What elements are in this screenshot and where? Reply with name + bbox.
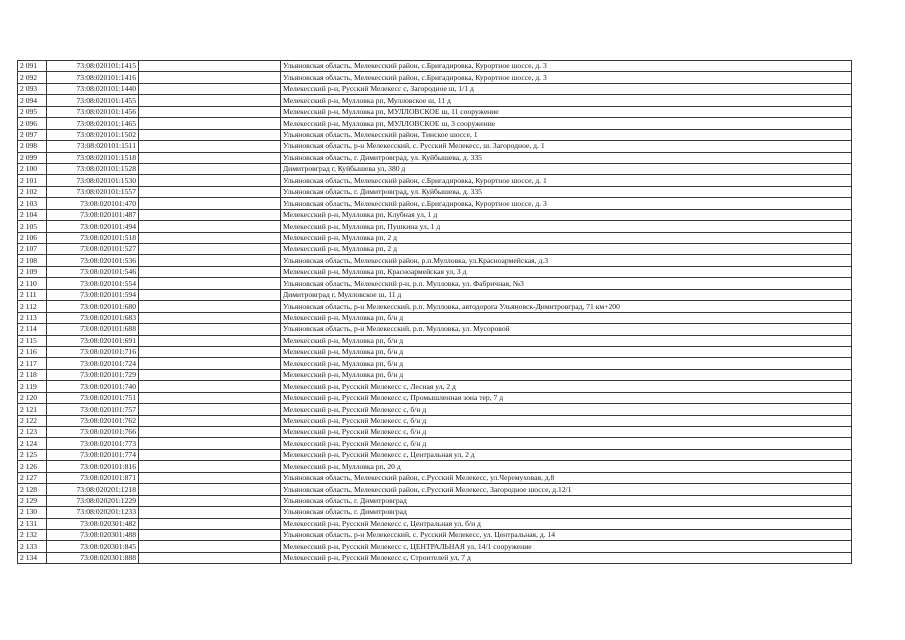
table-row [18, 381, 852, 392]
address: Мелекесский р-н, Русский Мелекесс с, б/н д [281, 404, 852, 415]
row-number: 2 134 [18, 552, 47, 563]
empty-cell [139, 324, 281, 335]
table-row [18, 346, 852, 357]
cadastral-number: 73:08:020101:816 [47, 461, 139, 472]
row-number: 2 114 [18, 324, 47, 335]
row-number: 2 106 [18, 232, 47, 243]
row-number: 2 112 [18, 301, 47, 312]
address: Ульяновская область, Мелекесский район, с.Русский Мелекесс, Загородное шоссе, д.12/1 [281, 484, 852, 495]
registry-table [17, 60, 852, 564]
row-number: 2 123 [18, 427, 47, 438]
empty-cell [139, 232, 281, 243]
row-number: 2 128 [18, 484, 47, 495]
table-row [18, 244, 852, 255]
cadastral-number: 73:08:020101:1528 [47, 163, 139, 174]
address: Мелекесский р-н, Мулловка рп, Клубная ул, 1 д [281, 209, 852, 220]
empty-cell [139, 209, 281, 220]
table-row [18, 369, 852, 380]
row-number: 2 108 [18, 255, 47, 266]
table-row [18, 461, 852, 472]
table-row [18, 301, 852, 312]
address: Димитровград г, Мулловское ш, 11 д [281, 289, 852, 300]
cadastral-number: 73:08:020101:527 [47, 244, 139, 255]
table-row [18, 335, 852, 346]
address: Мелекесский р-н, Русский Мелекесс с, б/н д [281, 427, 852, 438]
table-row [18, 129, 852, 140]
row-number: 2 115 [18, 335, 47, 346]
address: Мелекесский р-н, Мулловка рп, 20 д [281, 461, 852, 472]
row-number: 2 109 [18, 266, 47, 277]
table-row [18, 83, 852, 94]
cadastral-number: 73:08:020101:774 [47, 449, 139, 460]
row-number: 2 133 [18, 541, 47, 552]
table-row [18, 472, 852, 483]
table-row [18, 106, 852, 117]
table-row [18, 392, 852, 403]
row-number: 2 097 [18, 129, 47, 140]
cadastral-number: 73:08:020101:1530 [47, 175, 139, 186]
empty-cell [139, 381, 281, 392]
address: Ульяновская область, Мелекесский район, с.Бригадировка, Курортное шоссе, д. 3 [281, 72, 852, 83]
address: Ульяновская область, Мелекесский р-н, р.п. Мулловка, ул. Фабричная, №3 [281, 278, 852, 289]
empty-cell [139, 484, 281, 495]
empty-cell [139, 449, 281, 460]
row-number: 2 107 [18, 244, 47, 255]
row-number: 2 117 [18, 358, 47, 369]
row-number: 2 092 [18, 72, 47, 83]
empty-cell [139, 278, 281, 289]
table-row [18, 61, 852, 72]
address: Мелекесский р-н, Мулловка рп, МУЛЛОВСКОЕ ш, 11 сооружение [281, 106, 852, 117]
address: Мелекесский р-н, Русский Мелекесс с, Лесная ул, 2 д [281, 381, 852, 392]
table-row [18, 552, 852, 563]
empty-cell [139, 507, 281, 518]
row-number: 2 102 [18, 186, 47, 197]
table-row [18, 72, 852, 83]
empty-cell [139, 61, 281, 72]
row-number: 2 125 [18, 449, 47, 460]
table-row [18, 427, 852, 438]
address: Ульяновская область, Мелекесский район, с.Бригадировка, Курортное шоссе, д. 3 [281, 198, 852, 209]
row-number: 2 098 [18, 141, 47, 152]
empty-cell [139, 266, 281, 277]
address: Мелекесский р-н, Мулловка рп, 2 д [281, 244, 852, 255]
empty-cell [139, 495, 281, 506]
cadastral-number: 73:08:020101:680 [47, 301, 139, 312]
row-number: 2 094 [18, 95, 47, 106]
table-row [18, 152, 852, 163]
row-number: 2 132 [18, 529, 47, 540]
table-row [18, 438, 852, 449]
empty-cell [139, 312, 281, 323]
row-number: 2 119 [18, 381, 47, 392]
cadastral-number: 73:08:020101:546 [47, 266, 139, 277]
empty-cell [139, 175, 281, 186]
cadastral-number: 73:08:020101:757 [47, 404, 139, 415]
table-row [18, 141, 852, 152]
empty-cell [139, 186, 281, 197]
empty-cell [139, 438, 281, 449]
empty-cell [139, 358, 281, 369]
cadastral-number: 73:08:020101:554 [47, 278, 139, 289]
row-number: 2 118 [18, 369, 47, 380]
cadastral-number: 73:08:020301:482 [47, 518, 139, 529]
table-row [18, 324, 852, 335]
table-row [18, 507, 852, 518]
table-row [18, 186, 852, 197]
table-row [18, 95, 852, 106]
row-number: 2 116 [18, 346, 47, 357]
cadastral-number: 73:08:020101:1465 [47, 118, 139, 129]
cadastral-number: 73:08:020101:1440 [47, 83, 139, 94]
empty-cell [139, 152, 281, 163]
address: Ульяновская область, г. Димитровград, ул. Куйбышева, д. 335 [281, 152, 852, 163]
cadastral-number: 73:08:020101:724 [47, 358, 139, 369]
empty-cell [139, 346, 281, 357]
table-row [18, 209, 852, 220]
row-number: 2 099 [18, 152, 47, 163]
row-number: 2 120 [18, 392, 47, 403]
row-number: 2 101 [18, 175, 47, 186]
address: Мелекесский р-н, Русский Мелекесс с, б/н д [281, 415, 852, 426]
address: Ульяновская область, г. Димитровград, ул. Куйбышева, д. 335 [281, 186, 852, 197]
empty-cell [139, 72, 281, 83]
table-row [18, 358, 852, 369]
cadastral-number: 73:08:020101:536 [47, 255, 139, 266]
address: Мелекесский р-н, Русский Мелекесс с, Промышленная зона тер, 7 д [281, 392, 852, 403]
cadastral-number: 73:08:020101:683 [47, 312, 139, 323]
row-number: 2 129 [18, 495, 47, 506]
cadastral-number: 73:08:020101:1416 [47, 72, 139, 83]
address: Мелекесский р-н, Русский Мелекесс с, Центральная ул, 2 д [281, 449, 852, 460]
empty-cell [139, 472, 281, 483]
address: Ульяновская область, р-н Мелекесский, с. Русский Мелекесс, ул. Центральная, д. 14 [281, 529, 852, 540]
cadastral-number: 73:08:020301:845 [47, 541, 139, 552]
address: Ульяновская область, р-н Мелекесский, с. Русский Мелекесс, ш. Загородное, д. 1 [281, 141, 852, 152]
empty-cell [139, 404, 281, 415]
empty-cell [139, 301, 281, 312]
address: Ульяновская область, г. Димитровград [281, 495, 852, 506]
table-row [18, 163, 852, 174]
table-row [18, 484, 852, 495]
address: Мелекесский р-н, Русский Мелекесс с, Загородное ш, 1/1 д [281, 83, 852, 94]
address: Мелекесский р-н, Мулловка рп, 2 д [281, 232, 852, 243]
empty-cell [139, 129, 281, 140]
cadastral-number: 73:08:020101:1518 [47, 152, 139, 163]
cadastral-number: 73:08:020101:1557 [47, 186, 139, 197]
address: Ульяновская область, р-н Мелекесский, р.п. Мулловка, ул. Мусоровой [281, 324, 852, 335]
row-number: 2 130 [18, 507, 47, 518]
empty-cell [139, 255, 281, 266]
cadastral-number: 73:08:020101:1511 [47, 141, 139, 152]
address: Мелекесский р-н, Мулловка рп, Мулловское ш, 11 д [281, 95, 852, 106]
cadastral-number: 73:08:020101:494 [47, 221, 139, 232]
address: Ульяновская область, Мелекесский район, с.Бригадировка, Курортное шоссе, д. 1 [281, 175, 852, 186]
address: Мелекесский р-н, Мулловка рп, Пушкина ул, 1 д [281, 221, 852, 232]
table-row [18, 529, 852, 540]
table-row [18, 312, 852, 323]
row-number: 2 091 [18, 61, 47, 72]
address: Мелекесский р-н, Русский Мелекесс с, ЦЕНТРАЛЬНАЯ ул, 14/1 сооружение [281, 541, 852, 552]
address: Ульяновская область, р-н Мелекесский, р.п. Мулловка, автодорога Ульяновск-Димитровград, 71 км+200 [281, 301, 852, 312]
cadastral-number: 73:08:020101:762 [47, 415, 139, 426]
row-number: 2 111 [18, 289, 47, 300]
table-row [18, 289, 852, 300]
row-number: 2 093 [18, 83, 47, 94]
table-row [18, 232, 852, 243]
table-row [18, 278, 852, 289]
address: Ульяновская область, Мелекесский район, с.Бригадировка, Курортное шоссе, д. 3 [281, 61, 852, 72]
row-number: 2 104 [18, 209, 47, 220]
empty-cell [139, 392, 281, 403]
row-number: 2 096 [18, 118, 47, 129]
address: Ульяновская область, г. Димитровград [281, 507, 852, 518]
empty-cell [139, 83, 281, 94]
table-row [18, 255, 852, 266]
empty-cell [139, 95, 281, 106]
table-row [18, 495, 852, 506]
cadastral-number: 73:08:020301:488 [47, 529, 139, 540]
empty-cell [139, 461, 281, 472]
address: Мелекесский р-н, Мулловка рп, б/н д [281, 312, 852, 323]
address: Димитровград г, Куйбышева ул, 380 д [281, 163, 852, 174]
table-row [18, 266, 852, 277]
empty-cell [139, 118, 281, 129]
address: Мелекесский р-н, Мулловка рп, Красноармейская ул, 3 д [281, 266, 852, 277]
row-number: 2 113 [18, 312, 47, 323]
address: Мелекесский р-н, Мулловка рп, б/н д [281, 346, 852, 357]
cadastral-number: 73:08:020101:751 [47, 392, 139, 403]
empty-cell [139, 289, 281, 300]
cadastral-number: 73:08:020201:1218 [47, 484, 139, 495]
table-row [18, 415, 852, 426]
empty-cell [139, 198, 281, 209]
address: Ульяновская область, Мелекесский район, р.п.Мулловка, ул.Красноармейская, д.3 [281, 255, 852, 266]
cadastral-number: 73:08:020101:1455 [47, 95, 139, 106]
empty-cell [139, 541, 281, 552]
row-number: 2 103 [18, 198, 47, 209]
empty-cell [139, 106, 281, 117]
address: Мелекесский р-н, Русский Мелекесс с, Строителей ул, 7 д [281, 552, 852, 563]
row-number: 2 105 [18, 221, 47, 232]
registry-table-body [18, 61, 852, 564]
cadastral-number: 73:08:020201:1229 [47, 495, 139, 506]
table-row [18, 518, 852, 529]
table-row [18, 221, 852, 232]
cadastral-number: 73:08:020101:1502 [47, 129, 139, 140]
address: Ульяновская область, Мелекесский район, с.Русский Мелекесс, ул.Черемуховая, д.8 [281, 472, 852, 483]
empty-cell [139, 552, 281, 563]
cadastral-number: 73:08:020101:518 [47, 232, 139, 243]
cadastral-number: 73:08:020101:766 [47, 427, 139, 438]
address: Мелекесский р-н, Русский Мелекесс с, Центральная ул, б/н д [281, 518, 852, 529]
empty-cell [139, 518, 281, 529]
cadastral-number: 73:08:020101:688 [47, 324, 139, 335]
table-row [18, 449, 852, 460]
address: Мелекесский р-н, Русский Мелекесс с, б/н д [281, 438, 852, 449]
empty-cell [139, 529, 281, 540]
empty-cell [139, 369, 281, 380]
address: Мелекесский р-н, Мулловка рп, б/н д [281, 358, 852, 369]
row-number: 2 122 [18, 415, 47, 426]
cadastral-number: 73:08:020101:716 [47, 346, 139, 357]
empty-cell [139, 244, 281, 255]
empty-cell [139, 415, 281, 426]
cadastral-number: 73:08:020201:1233 [47, 507, 139, 518]
empty-cell [139, 141, 281, 152]
row-number: 2 121 [18, 404, 47, 415]
address: Мелекесский р-н, Мулловка рп, б/н д [281, 335, 852, 346]
table-row [18, 118, 852, 129]
row-number: 2 095 [18, 106, 47, 117]
cadastral-number: 73:08:020101:1456 [47, 106, 139, 117]
empty-cell [139, 221, 281, 232]
address: Ульяновская область, Мелекесский район, Тинское шоссе, 1 [281, 129, 852, 140]
cadastral-number: 73:08:020101:871 [47, 472, 139, 483]
cadastral-number: 73:08:020101:1415 [47, 61, 139, 72]
row-number: 2 110 [18, 278, 47, 289]
cadastral-number: 73:08:020101:691 [47, 335, 139, 346]
empty-cell [139, 335, 281, 346]
row-number: 2 100 [18, 163, 47, 174]
address: Мелекесский р-н, Мулловка рп, б/н д [281, 369, 852, 380]
table-row [18, 175, 852, 186]
cadastral-number: 73:08:020101:487 [47, 209, 139, 220]
table-row [18, 404, 852, 415]
cadastral-number: 73:08:020101:740 [47, 381, 139, 392]
cadastral-number: 73:08:020101:729 [47, 369, 139, 380]
row-number: 2 127 [18, 472, 47, 483]
cadastral-number: 73:08:020301:888 [47, 552, 139, 563]
address: Мелекесский р-н, Мулловка рп, МУЛЛОВСКОЕ ш, 3 сооружение [281, 118, 852, 129]
table-row [18, 541, 852, 552]
cadastral-number: 73:08:020101:470 [47, 198, 139, 209]
cadastral-number: 73:08:020101:594 [47, 289, 139, 300]
empty-cell [139, 163, 281, 174]
cadastral-number: 73:08:020101:773 [47, 438, 139, 449]
row-number: 2 126 [18, 461, 47, 472]
row-number: 2 124 [18, 438, 47, 449]
row-number: 2 131 [18, 518, 47, 529]
empty-cell [139, 427, 281, 438]
table-row [18, 198, 852, 209]
